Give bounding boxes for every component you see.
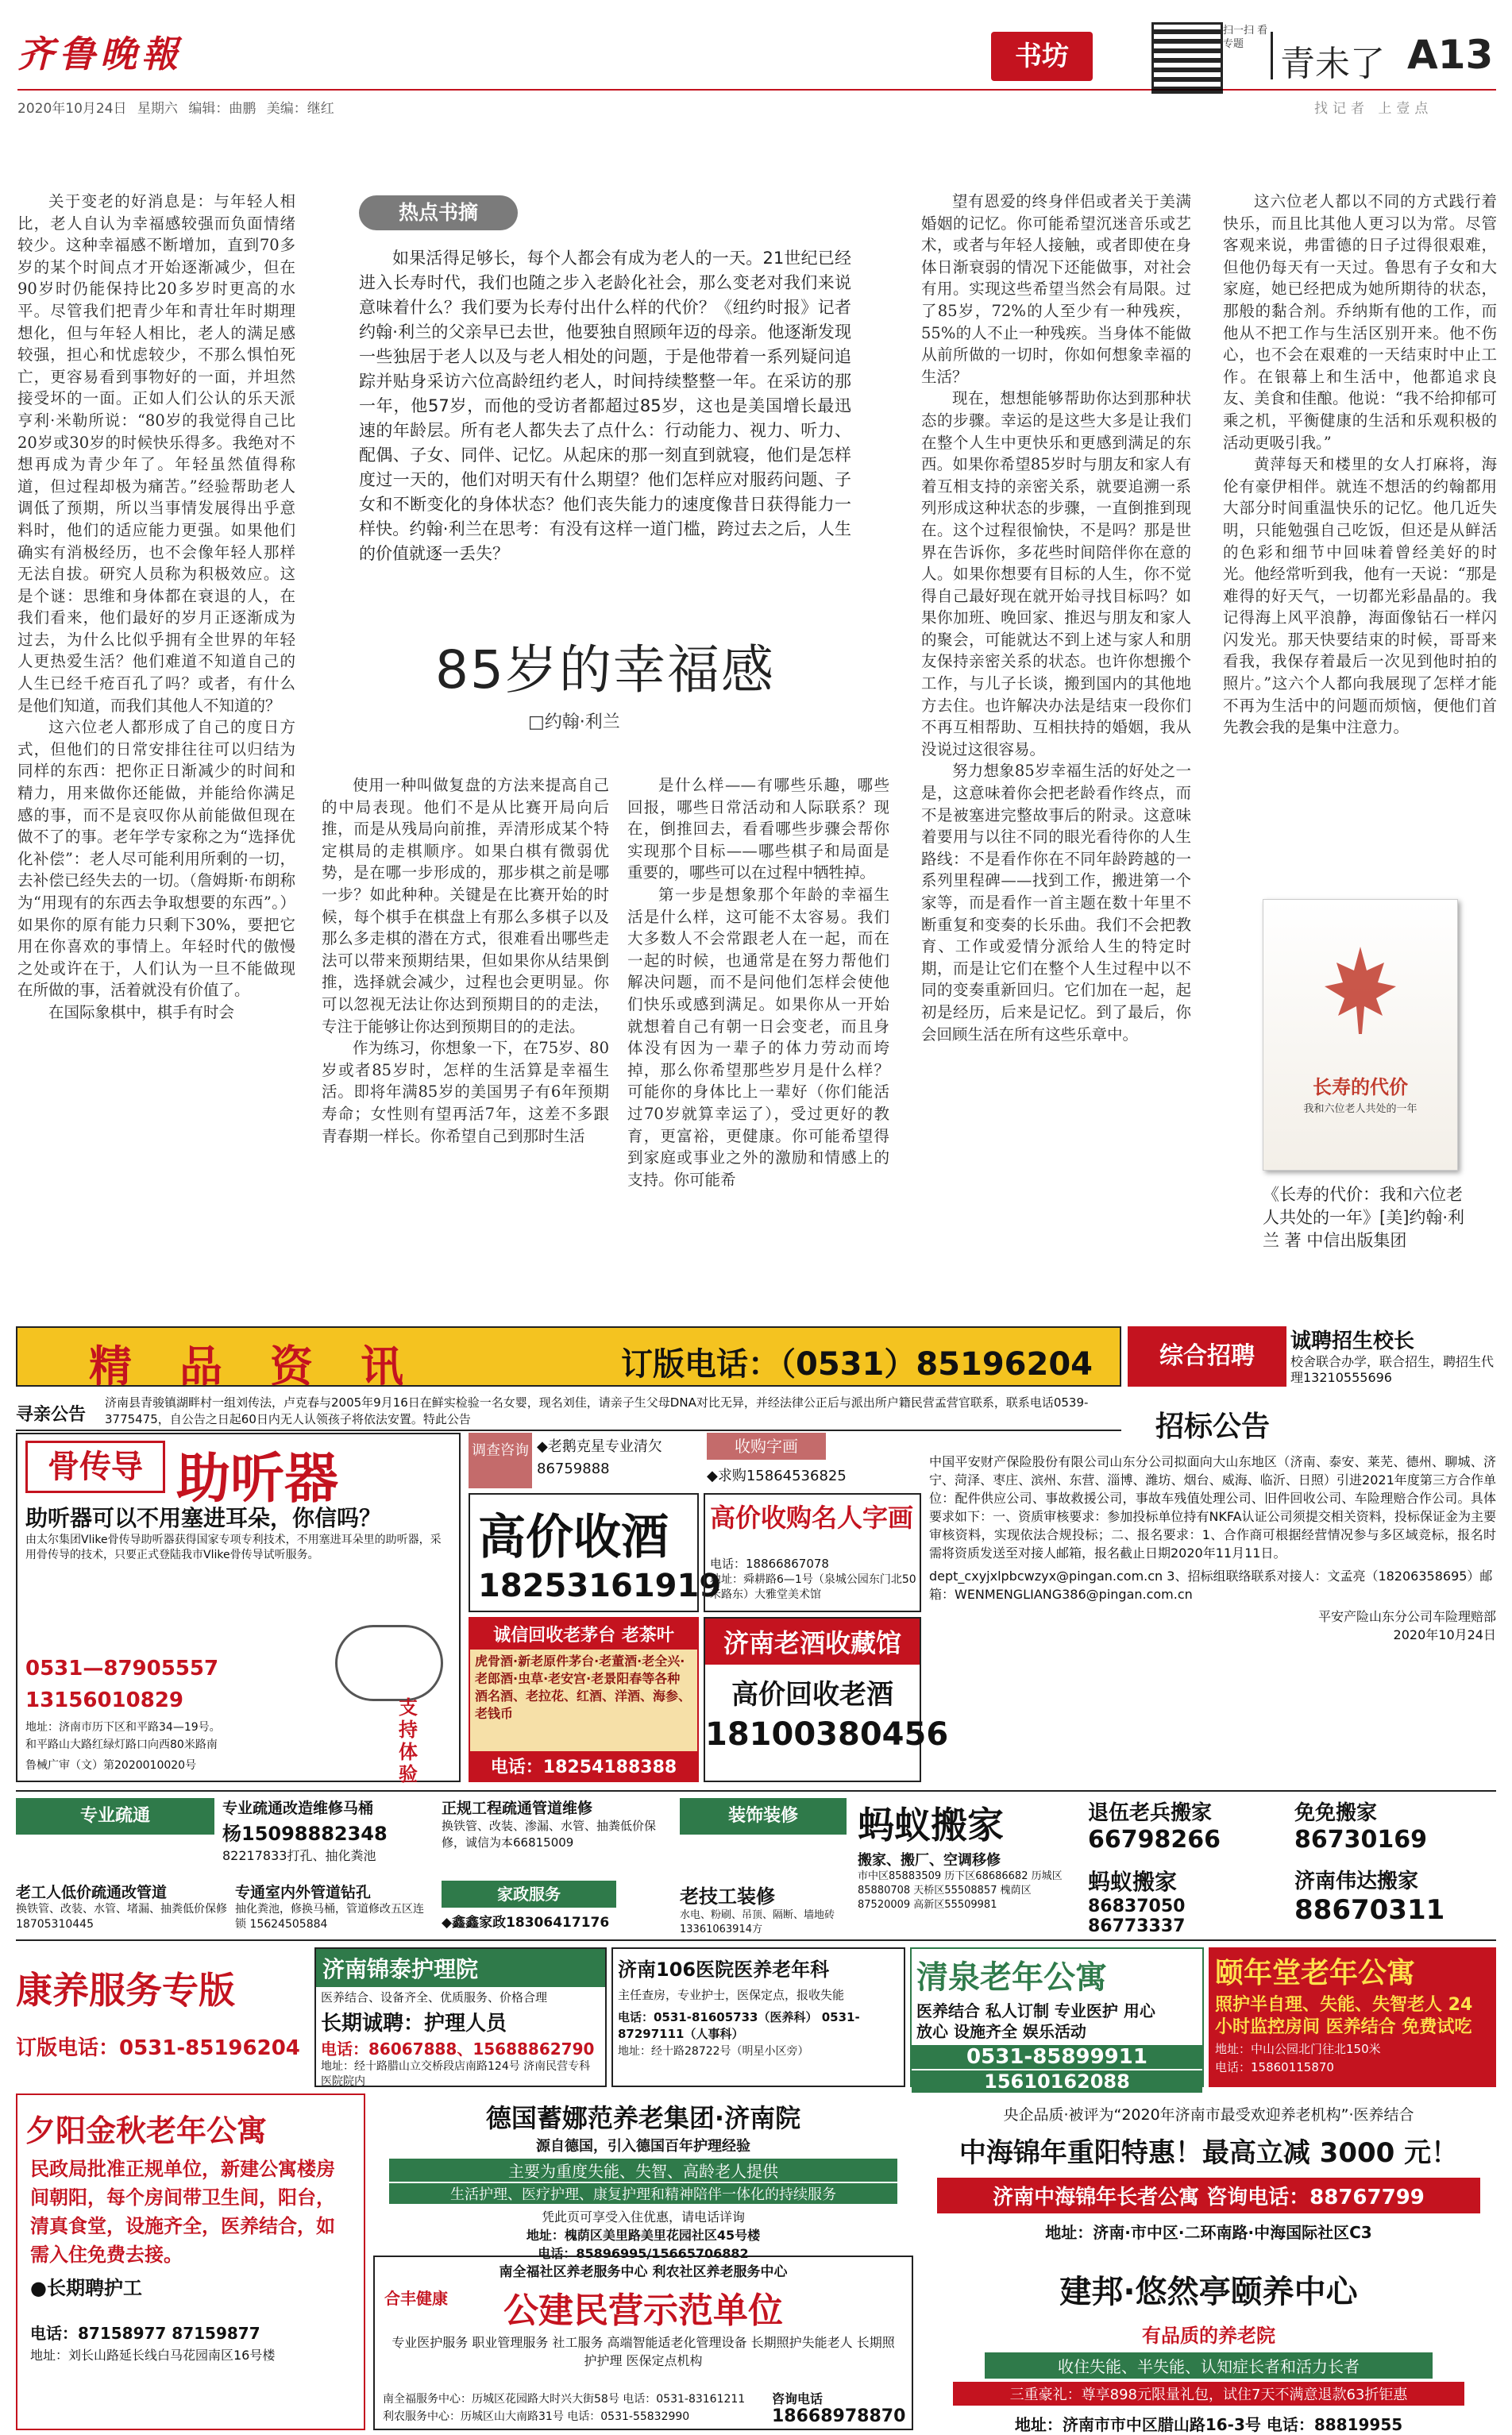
gongjian-address-2: 利农服务中心：历城区山大南路31号 电话：0531-55832990 (383, 2410, 690, 2423)
old-worker-body: 换铁管、改装、水管、堵漏、抽粪低价保修 18705310445 (16, 1903, 227, 1931)
hospital-106-ad (611, 1947, 905, 2087)
dredging-label: 专业疏通 (16, 1798, 214, 1835)
book-cover-image (1263, 899, 1458, 1171)
veteran-moving-phone: 66798266 (1088, 1826, 1221, 1854)
jianbang-address: 地址：济南市市中区腊山路16-3号 电话：88819955 (1014, 2415, 1403, 2434)
ant-moving-title: 蚂蚁搬家 (858, 1804, 1004, 1847)
deguo-subtitle: 源自德国，引入德国百年护理经验 (536, 2138, 750, 2155)
xiyang-phone: 电话：87158977 87159877 (30, 2324, 260, 2343)
xunqin-text: 济南县青骏镇湖畔村一组刘传法，卢克春与2005年9月16日在鲜实检验一名女婴，现名刘佳，请亲子生父母DNA对比无异，并经法律公正后与派出所户籍民营孟营官联系，联系电话0539-3775475，自公告之日起60日内无人认领孩子将依法安置。特此公告 (105, 1395, 1089, 1426)
old-worker-ad (16, 1881, 230, 1933)
bidding-date: 2020年10月24日 (1393, 1627, 1496, 1642)
deguo-phone: 电话：85896995/15665706882 (538, 2246, 749, 2261)
wine-buy-ad (469, 1493, 722, 1612)
yinian-ad (1209, 1947, 1496, 2087)
paragraph: 这六位老人都以不同的方式践行着快乐，而且比其他人更习以为常。尽管客观来说，弗雷德的日子过得很艰难，但他仍每天有一天过。鲁思有子女和大家庭，她已经把成为她所期待的状态，那般的黏合剂。乔纳斯有他的工作，而他从不把工作与生活区别开来。他不伤心，也不会在艰难的一天结束时中止工作。在银幕上和生活中，他都追求良友、美食和佳酿。他说：“我不给抑郁可乘之机，平衡健康的生活和乐观积极的活动更吸引我。” (1223, 192, 1497, 452)
veteran-moving-title: 退伍老兵搬家 (1088, 1801, 1213, 1825)
yinian-address: 地址：中山公园北门往北150米 (1215, 2042, 1381, 2056)
maotai-phone: 电话：18254188388 (470, 1751, 697, 1781)
pipe-title: 正规工程疏通管道维修 (442, 1800, 593, 1817)
ant-moving-ad (858, 1796, 1080, 1930)
decoration-label: 装饰装修 (680, 1798, 847, 1835)
deguo-address: 地址：槐荫区美里路美里花园社区45号楼 (526, 2228, 761, 2243)
veteran-moving-ad (1088, 1796, 1286, 1860)
gongjian-title: 公建民营示范单位 (503, 2290, 783, 2331)
gongjian-ad (373, 2256, 913, 2430)
jintai-job: 长期诚聘：护理人员 (321, 2012, 507, 2036)
paragraph: 望有恩爱的终身伴侣或者关于美满婚姻的记忆。你可能希望沉迷音乐或艺术，或者与年轻人接触，或者即使在身体日渐衰弱的情况下还能做事，对社会有用。实现这些希望当然会有局限。过了85岁，72%的人至少有一种残疾，55%的人不止一种残疾。当身体不能做从前所做的一切时，你如何想象幸福的生活？ (921, 192, 1191, 386)
jintai-body: 医养结合、设备齐全、优质服务、价格合理 (321, 1990, 548, 2005)
maotai-ad (469, 1617, 699, 1782)
wine-buy-phone: 18253161919 (478, 1568, 722, 1604)
header-divider (1271, 32, 1273, 79)
header-rule (17, 89, 1496, 91)
maple-leaf-icon (1321, 943, 1400, 1038)
hearing-aid-ad (16, 1433, 461, 1785)
dredging-phone: 杨15098882348 (222, 1823, 388, 1845)
indoor-pipe-body: 抽化粪池，修换马桶，管道修改五区连锁 15624505884 (235, 1903, 424, 1931)
paragraph: 第一步是想象那个年龄的幸福生活是什么样，这可能不太容易。我们大多数人不会常跟老人在一起，而在一起的时候，也通常是在努力帮他们解决问题，而不是问他们怎样会使他们快乐或感到满足。如果你从一开始就想着自己有朝一日会变老，而且身体没有因为一辈子的体力劳动而垮掉，那么你希望那些岁月是什么样？可能你的身体比上一辈好（你们能活过70岁就算幸运了），受过更好的教育，更富裕，更健康。你可能希望得到家庭或事业之外的激励和情感上的支持。你可能希 (627, 885, 889, 1189)
section-tab: 书坊 (991, 32, 1093, 81)
painting-buy-phone: ◆求购15864536825 (707, 1468, 847, 1484)
gongjian-brand: 合丰健康 (384, 2289, 448, 2308)
zhaopin-ad (1290, 1325, 1497, 1388)
hospital-106-phone: 电话：0531-81605733（医养科） 0531-87297111（人事科） (618, 2010, 860, 2041)
renovation-title: 老技工装修 (680, 1885, 775, 1908)
housekeeping-label: 家政服务 (442, 1881, 616, 1908)
zhonghai-ad (921, 2093, 1496, 2249)
ant-moving-2-phone: 86837050 86773337 (1088, 1897, 1186, 1936)
weida-phone: 88670311 (1294, 1894, 1445, 1926)
jianbang-body: 收住失能、半失能、认知症长者和活力长者 (985, 2352, 1433, 2379)
jintai-title: 济南锦泰护理院 (316, 1949, 605, 1987)
book-cover-title: 长寿的代价 (1313, 1076, 1408, 1098)
qr-caption: 扫一扫 看专题 (1223, 25, 1268, 50)
pipe-body: 换铁管、改装、渗漏、水管、抽粪低价保修，诚信为本66815009 (442, 1819, 657, 1850)
bidding-contact: dept_cxyjxlpbcwzyx@pingan.com.cn 3、招标组联络联系对接人：文孟亮（18206358695）邮箱：WENMENGLIANG386@pingan.com.cn (929, 1569, 1493, 1602)
yinian-phone: 电话：15860115870 (1215, 2060, 1334, 2074)
painting-title: 高价收购名人字画 (710, 1503, 914, 1533)
ant-moving-phones: 市中区85883509 历下区68686682 历城区85880708 天桥区55508857 槐荫区87520009 高新区55509981 (858, 1870, 1063, 1911)
jianbang-sub: 有品质的养老院 (1142, 2325, 1275, 2347)
qingquan-phone: 0531-85899911 (912, 2045, 1202, 2069)
survey-label: 调查咨询 (469, 1433, 532, 1488)
jingpin-title: 精品资讯 (89, 1341, 451, 1391)
wine-collection-phone: 18100380456 (705, 1716, 949, 1753)
ant-moving-sub: 搬家、搬厂、空调移修 (858, 1852, 1001, 1869)
old-worker-title: 老工人低价疏通改管道 (16, 1884, 168, 1901)
masthead (0, 0, 1512, 117)
headset-icon (335, 1625, 443, 1701)
article-column-4 (921, 191, 1191, 1045)
hospital-106-title: 济南106医院医养老年科 (618, 1958, 830, 1981)
deguo-title: 德国蓄娜范养老集团·济南院 (485, 2103, 801, 2133)
deguo-ad (373, 2093, 913, 2261)
feature-tag: 热点书摘 (359, 195, 518, 230)
hearing-phone-2: 13156010829 (25, 1688, 183, 1712)
book-caption: 《长寿的代价：我和六位老人共处的一年》[美]约翰·利兰 著 中信出版集团 (1263, 1185, 1465, 1250)
zhaopin-title: 诚聘招生校长 (1290, 1329, 1415, 1353)
dredging-phone-2: 82217833打孔、抽化粪池 (222, 1848, 376, 1863)
issue-meta: 2020年10月24日 星期六 编辑：曲鹏 美编：继红 (17, 101, 334, 117)
editor-contact: 找记者 上壹点 (1314, 101, 1433, 117)
mianmian-phone: 86730169 (1294, 1826, 1427, 1854)
feature-intro (359, 246, 851, 566)
bidding-notice (929, 1393, 1496, 1782)
zhonghai-title: 中海锦年重阳特惠！最高立减 3000 元！ (958, 2137, 1459, 2169)
painting-ad (704, 1493, 921, 1612)
xiyang-job: ●长期聘护工 (30, 2277, 142, 2299)
jintai-address: 地址：经十路腊山立交桥段店南路124号 济南民营专科医院院内 (321, 2060, 591, 2088)
qingquan-ad (910, 1947, 1204, 2093)
divider (16, 1790, 1496, 1792)
zhonghai-address: 地址：济南·市中区·二环南路·中海国际社区C3 (1045, 2223, 1372, 2242)
qr-code-icon (1151, 22, 1223, 94)
ant-moving-2-title: 蚂蚁搬家 (1088, 1869, 1178, 1895)
wine-collection-ad (704, 1617, 949, 1782)
jintai-ad (314, 1947, 607, 2087)
paragraph: 这六位老人都形成了自己的度日方式，但他们的日常安排往往可以归结为同样的东西：把你正日渐减少的时间和精力，用来做你还能做，并能给你满足感的事，而不是哀叹你从前能做但现在做不了的事。老年学专家称之为“选择优化补偿”：老人尽可能利用所剩的一切，去补偿已经失去的一切。（詹姆斯·布朗称为“用现有的东西去争取想要的东西”。）如果你的原有能力只剩下30%，要把它用在你喜欢的事情上。年轻时代的傲慢之处或许在于，人们认为一旦不能做现在所做的事，活着就没有价值了。 (17, 718, 295, 1000)
hospital-106-address: 地址：经十路28722号（明星小区旁） (618, 2045, 809, 2058)
gongjian-address: 南全福服务中心：历城区花园路大时兴大街58号 电话：0531-83161211 (383, 2393, 746, 2406)
xiyang-ad (16, 2093, 365, 2430)
wine-buy-title: 高价收酒 (478, 1510, 669, 1565)
painting-buy-label: 收购字画 (707, 1433, 826, 1460)
xiyang-address: 地址：刘长山路延长线白马花园南区16号楼 (30, 2348, 276, 2363)
paragraph: 在国际象棋中，棋手有时会 (48, 1002, 235, 1021)
maotai-body: 虎骨酒·新老原件茅台·老董酒·老全兴·老郎酒·虫草·老安宫·老景阳春等各种酒名酒、老拉花、红酒、洋酒、海参、老钱币 (475, 1654, 692, 1721)
paragraph: 是什么样——有哪些乐趣，哪些回报，哪些日常活动和人际联系？现在，倒推回去，看看哪些步骤会帮你实现那个目标——哪些棋子和局面是重要的，哪些可以在过程中牺牲掉。 (627, 776, 889, 882)
bone-conduction-label: 骨传导 (25, 1441, 165, 1493)
zhonghai-phone: 济南中海锦年长者公寓 咨询电话：88767799 (937, 2178, 1480, 2213)
deguo-line-3: 凭此页可享受入住优惠，请电话详询 (541, 2209, 745, 2225)
bidding-title: 招标公告 (1155, 1410, 1270, 1443)
hearing-address-2: 和平路山大路红绿灯路口向西80米路南 (25, 1738, 218, 1751)
qingquan-body: 医养结合 私人订制 专业医护 用心放心 设施齐全 娱乐活动 (916, 2001, 1155, 2041)
wine-collection-sub: 高价回收老酒 (731, 1679, 893, 1711)
hearing-body: 由太尔集团Vlike骨传导助听器获得国家专项专利技术，不用塞进耳朵里的助听器，采用骨传导的技术，只要正式登陆我市Vlike骨传导试听服务。 (25, 1534, 442, 1561)
intro-text: 如果活得足够长，每个人都会有成为老人的一天。21世纪已经进入长寿时代，我们也随之步入老龄化社会，那么变老对我们来说意味着什么？我们要为长寿付出什么样的代价？《纽约时报》记者约翰·利兰的父亲早已去世，他要独自照顾年迈的母亲。他逐渐发现一些独居于老人以及与老人相处的问题，于是他带着一系列疑问追踪并贴身采访六位高龄纽约老人，时间持续整整一年。在采访的那一年，他57岁，而他的受访者都超过85岁，这也是美国增长最迅速的年龄层。所有老人都失去了点什么：行动能力、视力、听力、配偶、子女、同伴、记忆。从起床的那一刻直到就寝，他们是怎样度过一天的，他们对明天有什么期望？他们怎样应对服药问题、子女和不断变化的身体状态？他们丧失能力的速度像昔日获得能力一样快。约翰·利兰在思考：有没有这样一道门槛，跨过去之后，人生的价值就逐一丢失？ (359, 249, 851, 563)
pipe-ad (442, 1796, 672, 1873)
zhaopin-text: 校舍联合办学，联合招生，聘招生代理13210555696 (1290, 1354, 1495, 1385)
mianmian-title: 免免搬家 (1294, 1801, 1378, 1825)
hearing-address: 地址：济南市历下区和平路34—19号。 (25, 1721, 221, 1734)
paragraph: 关于变老的好消息是：与年轻人相比，老人自认为幸福感较强而负面情绪较少。这种幸福感不断增加，直到70多岁的某个时间点才开始逐渐减少，但在90岁时仍能保持比20多岁时更高的水平。尽管我们把青少年和青壮年时期理想化，但与年轻人相比，老人的满足感较强，担心和忧虑较少，不那么惧怕死亡，更容易看到事物好的一面，并坦然接受坏的一面。正如人们公认的乐天派亨利·米勒所说：“80岁的我觉得自己比20岁或30岁的时候快乐得多。我绝对不想再成为青少年了。年轻虽然值得称道，但过程却极为痛苦。”经验帮助老人调低了预期，所以当事情发展得出乎意料时，他们的适应能力更强。如果他们确实有消极经历，也不会像年轻人那样无法自拔。研究人员称为积极效应。这是个谜：思维和身体都在衰退的人，在我们看来，他们最好的岁月正逐渐成为过去，为什么比似乎拥有全世界的年轻人更热爱生活？他们难道不知道自己的人生已经千疮百孔了吗？或者，有什么是他们知道，而我们其他人不知道的？ (17, 192, 295, 715)
article-column-1 (17, 191, 295, 1024)
ad-section (0, 1296, 1512, 2434)
bidding-body: 中国平安财产保险股份有限公司山东分公司拟面向大山东地区（济南、泰安、莱芜、德州、聊城、济宁、菏泽、枣庄、滨州、东营、淄博、潍坊、烟台、威海、临沂、日照）引进2021年度第三方合作单位：配件供应公司、事故救援公司，事故车残值处理公司、旧件回收公司、车险理赔合作公司。具体要求如下：一、资质审核要求：参加投标单位持有NKFA认证公司须提交相关资料，投标保证金为主要审核资料，实现依法合规投标；二、报名要求：1、合作商可根据经营情况参与多区域竞标，报名时需将资质发送至对接人邮箱，报名截止日期2020年11月11日。 (929, 1454, 1496, 1561)
paragraph: 努力想象85岁幸福生活的好处之一是，这意味着你会把老龄看作终点，而不是被塞进完整故事后的附录。这意味着要用与以往不同的眼光看待你的人生路线：不是看作你在不同年龄跨越的一系列里程碑——找到工作，搬进第一个家等，而是看作一首主题在数十年里不断重复和变奏的长乐曲。我们不会把教育、工作或爱情分派给人生的特定时期，而是让它们在整个人生过程中以不同的变奏重新回归。它们加在一起，起初是经历，后来是记忆。到了最后，你会回顾生活在所有这些乐章中。 (921, 762, 1191, 1044)
article-title: 85岁的幸福感 (435, 639, 775, 700)
weida-moving-ad (1294, 1865, 1496, 1928)
gongjian-phone: 18668978870 (772, 2406, 906, 2426)
jingpin-banner (16, 1326, 1121, 1391)
jianbang-ad (921, 2256, 1496, 2434)
renovation-body: 水电、粉刷、吊顶、隔断、墙地砖13361063914方 (680, 1909, 835, 1935)
maotai-title: 诚信回收老茅台 老茶叶 (470, 1619, 697, 1650)
paragraph: 黄萍每天和楼里的女人打麻将，海伦有豪伊相伴。就连不想活的约翰都用大部分时间重温快乐的记忆。他几近失明，只能勉强自己吃饭，但还是从鲜活的色彩和细节中回味着曾经美好的时光。他经常听到我，他有一天说：“那是难得的好天气，一切都光彩晶晶的。我记得海上风平浪静，海面像钻石一样闪闪发光。那天快要结束的时候，哥哥来看我，我保存着最后一次见到他时拍的照片。”这六个人都向我展现了怎样才能不再为生活中的问题而烦恼，便他们首先教会我的是集中注意力。 (1223, 455, 1497, 737)
housekeeping-phone: ◆鑫鑫家政18306417176 (442, 1915, 610, 1931)
yinian-title: 颐年堂老年公寓 (1215, 1957, 1416, 1989)
kangyang-title: 康养服务专版 (16, 1969, 235, 2012)
hearing-title: 助听器 (176, 1448, 339, 1511)
wine-collection-title: 济南老酒收藏馆 (705, 1619, 920, 1665)
article-column-2 (322, 774, 609, 1147)
ant-moving-2-ad (1088, 1865, 1286, 1936)
painting-phone: 电话：18866867078 (710, 1557, 829, 1571)
page-number: A13 (1407, 32, 1494, 78)
book-cover-subtitle: 我和六位老人共处的一年 (1303, 1103, 1418, 1115)
jianbang-title: 建邦·悠然亭颐养中心 (1059, 2274, 1358, 2310)
deguo-line-2: 生活护理、医疗护理、康复护理和精神陪伴一体化的持续服务 (389, 2183, 897, 2204)
gongjian-pre: 南全福社区养老服务中心 利农社区养老服务中心 (499, 2264, 788, 2280)
newspaper-logo: 齐鲁晚報 (17, 33, 183, 75)
hearing-subtitle: 助听器可以不用塞进耳朵，你信吗？ (25, 1505, 382, 1531)
weida-title: 济南伟达搬家 (1294, 1870, 1419, 1893)
hearing-phone: 0531—87905557 (25, 1657, 219, 1681)
gongjian-hotline: 咨询电话 (772, 2391, 824, 2406)
painting-address: 地址：舜耕路6—1号（泉城公园东门北50米路东）大雅堂美术馆 (710, 1573, 916, 1601)
dredging-title: 专业疏通改造维修马桶 (222, 1800, 374, 1817)
xiyang-title: 夕阳金秋老年公寓 (25, 2113, 268, 2148)
jianbang-offer: 三重豪礼：尊享898元限量礼包，试住7天不满意退款63折钜惠 (953, 2382, 1464, 2406)
dredging-ad (222, 1796, 435, 1873)
gongjian-body: 专业医护服务 职业管理服务 社工服务 高端智能适老化管理设备 长期照护失能老人 长期照护护理 医保定点机构 (392, 2335, 895, 2368)
paragraph: 作为练习，你想象一下，在75岁、80岁或者85岁时，怎样的生活算是幸福生活。即将年满85岁的美国男子有6年预期寿命；女性则有望再活7年，这差不多跟青春期一样长。你希望自己到那时生活 (322, 1039, 609, 1145)
yinian-body: 照护半自理、失能、失智老人 24小时监控房间 医养结合 免费试吃 (1215, 1995, 1473, 2037)
divider (16, 1939, 1496, 1941)
page-name: 青未了 (1280, 44, 1385, 84)
hospital-106-body: 主任查房，专业护士，医保定点，报收失能 (618, 1988, 845, 2002)
jintai-phone: 电话：86067888、15688862790 (321, 2039, 595, 2059)
hearing-badge: 支持体验 (399, 1696, 418, 1785)
jingpin-phone: 订版电话：（0531）85196204 (621, 1346, 1093, 1383)
indoor-pipe-ad (235, 1881, 434, 1933)
deguo-line-1: 主要为重度失能、失智、高龄老人提供 (389, 2159, 897, 2182)
qingquan-title: 清泉老年公寓 (916, 1959, 1107, 1996)
paragraph: 现在，想想能够帮助你达到那种状态的步骤。幸运的是这些大多是让我们在整个人生中更快乐和更感到满足的东西。如果你希望85岁时与朋友和家人有着互相支持的亲密关系，就要追溯一系列形成这种状态的步骤，一直倒推到现在。这个过程很愉快，不是吗？那是世界在告诉你，多花些时间陪伴你在意的人。如果你想要有目标的人生，你不觉得自己最好现在就开始寻找目标吗？如果你加班、晚回家、推迟与朋友和家人的聚会，可能就达不到上述与家人和朋友保持亲密关系的状态。也许你想搬个工作，与儿子长谈，搬到国内的其他地方去住。也许解决办法是结束一段你们不再互相帮助、互相扶持的婚姻，我从没说过这很容易。 (921, 389, 1191, 758)
bidding-signature: 平安产险山东分公司车险理赔部 (1317, 1609, 1496, 1624)
renovation-ad (680, 1881, 851, 1933)
article-column-5 (1223, 191, 1497, 739)
kangyang-ad (16, 1947, 310, 2087)
debt-ad: ◆老鹅克星专业清欠 86759888 (537, 1438, 662, 1477)
zhonghai-pre: 央企品质·被评为“2020年济南市最受欢迎养老机构”·医养结合 (1003, 2106, 1414, 2124)
article-column-3 (627, 774, 889, 1190)
article-byline: □约翰·利兰 (528, 712, 620, 732)
hearing-license: 鲁械广审（文）第2020010020号 (25, 1759, 197, 1772)
kangyang-phone: 订版电话：0531-85196204 (16, 2036, 300, 2060)
zonghe-label: 综合招聘 (1128, 1326, 1286, 1387)
qingquan-phone-2: 15610162088 (912, 2070, 1202, 2093)
mianmian-moving-ad (1294, 1796, 1496, 1860)
indoor-pipe-title: 专通室内外管道钻孔 (235, 1884, 372, 1901)
xiyang-body: 民政局批准正规单位，新建公寓楼房间朝阳，每个房间带卫生间，阳台，清真食堂，设施齐全，医养结合，如需入住免费去接。 (30, 2158, 335, 2266)
xunqin-label: 寻亲公告 (16, 1405, 87, 1425)
paragraph: 使用一种叫做复盘的方法来提高自己的中局表现。他们不是从比赛开局向后推，而是从残局向前推，弄清形成某个特定棋局的走棋顺序。如果白棋有微弱优势，是在哪一步形成的，那步棋之前是哪一步？如此种种。关键是在比赛开始的时候，每个棋手在棋盘上有那么多棋子以及那么多走棋的潜在方式，很难看出哪些走法可以带来预期结果，但如果你从结果倒推，选择就会减少，过程也会更明显。你可以忽视无法让你达到预期目的的走法，专注于能够让你达到预期目的的走法。 (322, 776, 609, 1036)
